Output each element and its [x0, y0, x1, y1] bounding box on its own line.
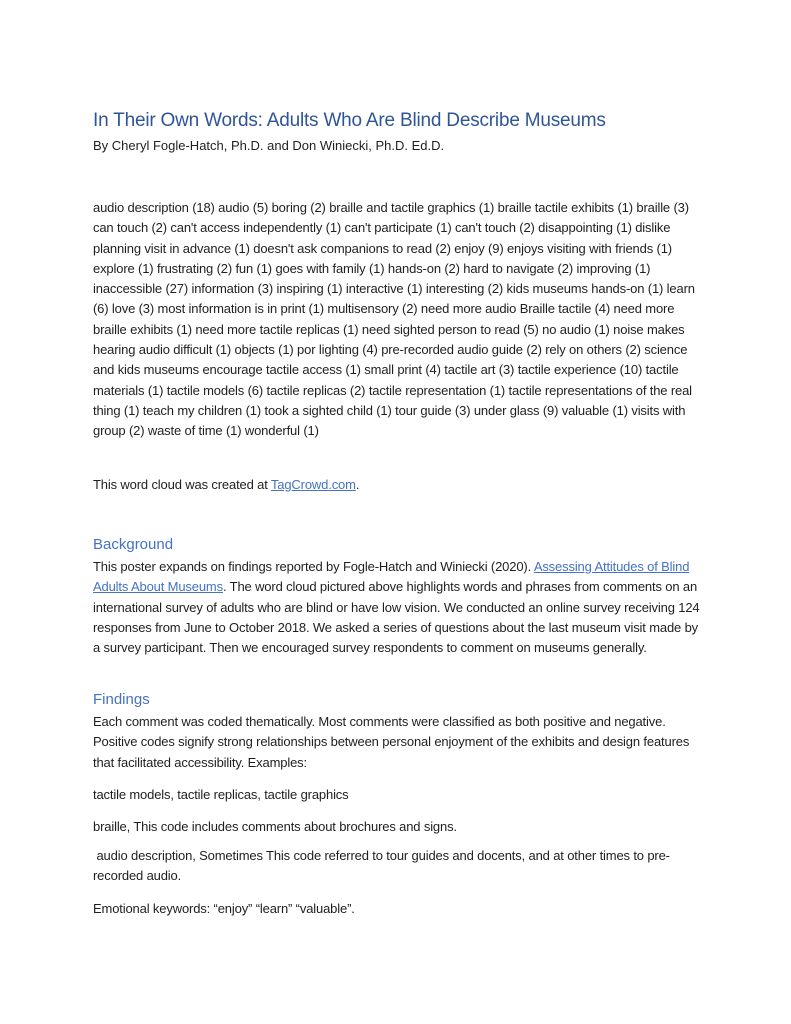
background-paragraph — [93, 557, 705, 658]
byline: By Cheryl Fogle-Hatch, Ph.D. and Don Winiecki, Ph.D. Ed.D. — [93, 138, 445, 153]
background-text-end: . The word cloud pictured above highlights words and phrases from comments on an international survey of adults who are blind or have low vision. We conducted an online survey receiving 124 responses from June to October 2018. We asked a series of questions about the last museum visit made by a survey participant. Then we encouraged survey respondents to comment on museums generally. — [93, 579, 700, 656]
credit-suffix: . — [355, 477, 360, 492]
tagcrowd-link[interactable]: TagCrowd.com — [270, 477, 356, 492]
background-text-start: This poster expands on findings reported by Fogle-Hatch and Winiecki (2020). — [93, 559, 534, 574]
findings-heading: Findings — [93, 691, 150, 708]
findings-example: tactile models, tactile replicas, tactile graphics — [93, 787, 349, 802]
findings-example: Emotional keywords: “enjoy” “learn” “valuable”. — [93, 901, 355, 916]
findings-example: audio description, Sometimes This code referred to tour guides and docents, and at other times to pre-recorded audio. — [93, 848, 670, 884]
word-cloud-credit — [93, 475, 705, 495]
assessing-attitudes-link[interactable]: Assessing Attitudes of Blind Adults About Museums — [93, 559, 690, 595]
page-title: In Their Own Words: Adults Who Are Blind Describe Museums — [93, 110, 606, 131]
findings-example: braille, This code includes comments about brochures and signs. — [93, 819, 457, 834]
findings-paragraph: Each comment was coded thematically. Most comments were classified as both positive and negative. Positive codes signify strong relationships between personal enjoyment of the exhibits and design features that facilitated accessibility. Examples: — [93, 714, 690, 770]
background-heading: Background — [93, 536, 174, 553]
credit-prefix: This word cloud was created at — [93, 477, 271, 492]
word-cloud-text: audio description (18) audio (5) boring (2) braille and tactile graphics (1) braille tactile exhibits (1) braille (3) can touch (2) can't access independently (1) can't participate (1) can't touch (2) disappointing (1) dislike planning visit in advance (1) doesn't ask companions to read (2) enjoy (9) enjoys visiting with friends (1) explore (1) frustrating (2) fun (1) goes with family (1) hands-on (2) hard to navigate (2) improving (1) inaccessible (27) information (3) inspiring (1) interactive (1) interesting (2) kids museums hands-on (1) learn (6) love (3) most information is in print (1) multisensory (2) need more audio Braille tactile (4) need more braille exhibits (1) need more tactile replicas (1) need sighted person to read (5) no audio (1) noise makes hearing audio difficult (1) objects (1) por lighting (4) pre-recorded audio guide (2) rely on others (2) science and kids museums encourage tactile access (1) small print (4) tactile art (3) tactile experience (10) tactile materials (1) tactile models (6) tactile replicas (2) tactile representation (1) tactile representations of the real thing (1) teach my children (1) took a sighted child (1) tour guide (3) under glass (9) valuable (1) visits with group (2) waste of time (1) wonderful (1) — [93, 200, 695, 439]
